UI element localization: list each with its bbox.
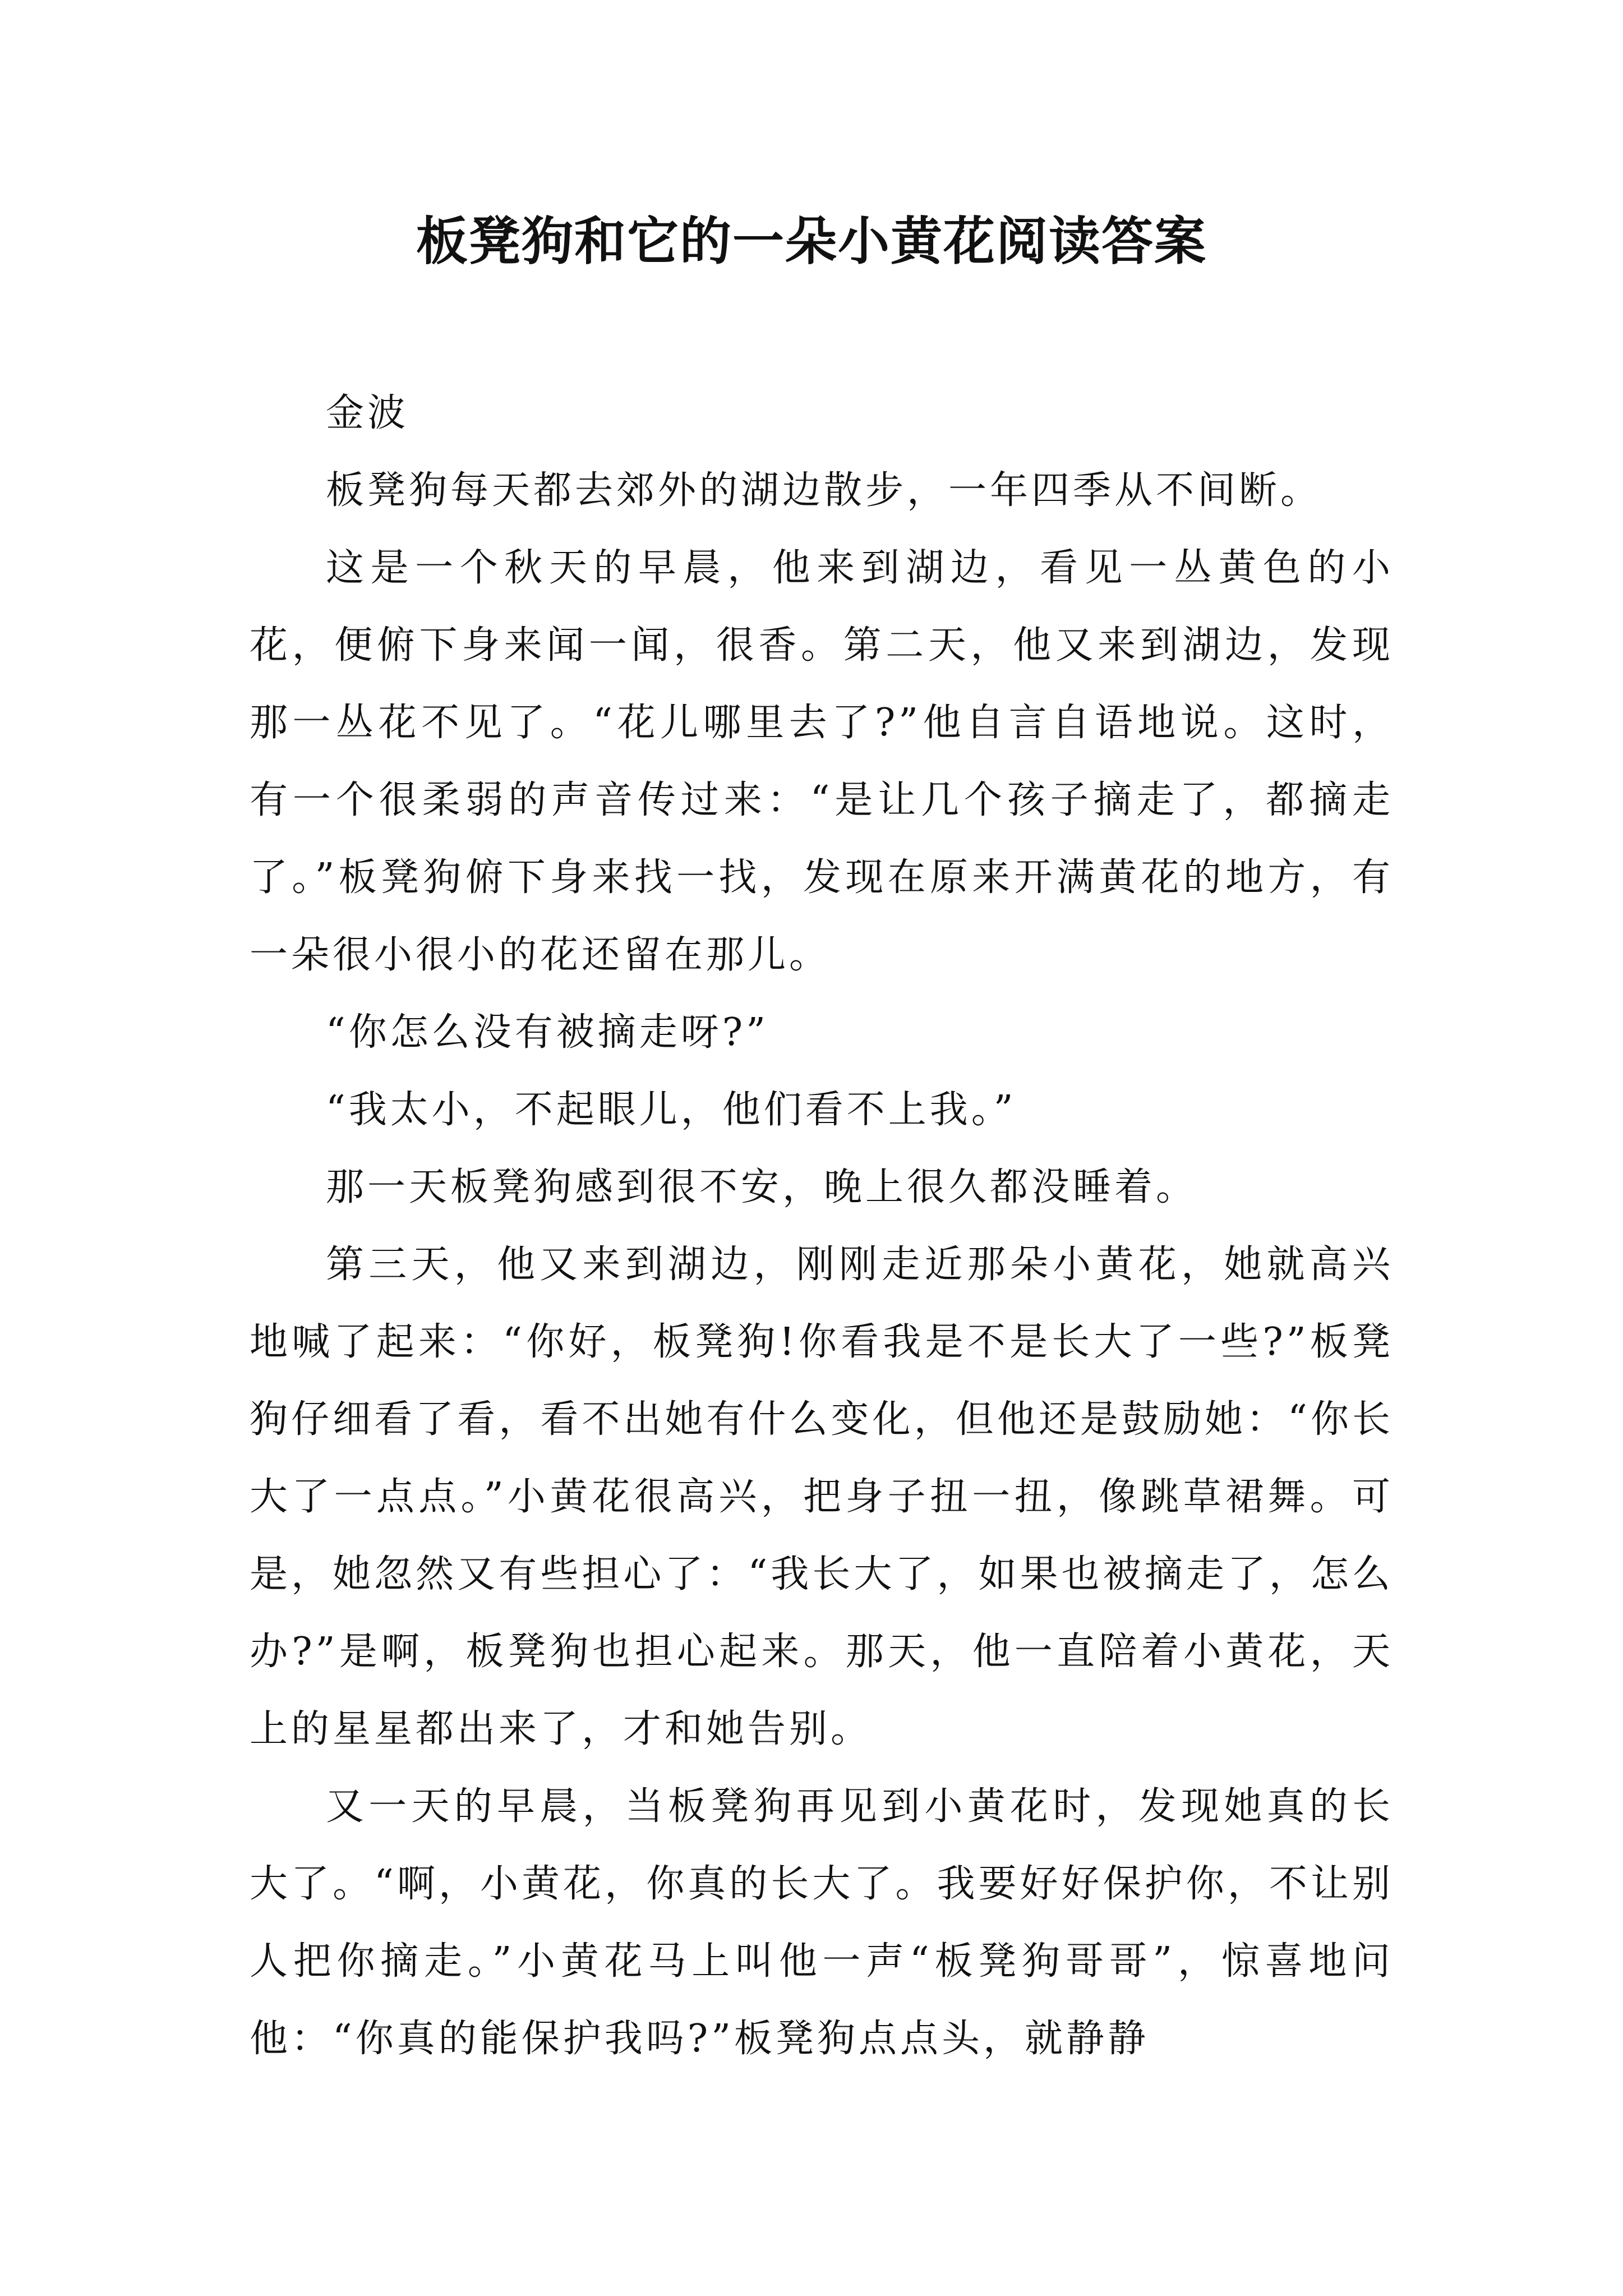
paragraph: “我太小，不起眼儿，他们看不上我。” xyxy=(326,1088,1017,1132)
author-line: 金波 xyxy=(326,391,409,435)
paragraph: 又一天的早晨，当板凳狗再见到小黄花时，发现她真的长大了。“啊，小黄花，你真的长大了。我要好好保护你，不让别人把你摘走。”小黄花马上叫他一声“板凳狗哥哥”，惊喜地问他：“你真的能保护我吗?”板凳狗点点头，就静静 xyxy=(250,1784,1394,2061)
paragraph: 那一天板凳狗感到很不安，晚上很久都没睡着。 xyxy=(326,1165,1198,1209)
paragraph: 板凳狗每天都去郊外的湖边散步，一年四季从不间断。 xyxy=(326,468,1322,513)
paragraph: 这是一个秋天的早晨，他来到湖边，看见一丛黄色的小花，便俯下身来闻一闻，很香。第二天，他又来到湖边，发现那一丛花不见了。“花儿哪里去了?”他自言自语地说。这时，有一个很柔弱的声音传过来：“是让几个孩子摘走了，都摘走了。”板凳狗俯下身来找一找，发现在原来开满黄花的地方，有一朵很小很小的花还留在那儿。 xyxy=(250,546,1394,977)
paragraph: “你怎么没有被摘走呀?” xyxy=(326,1010,769,1055)
paragraph: 第三天，他又来到湖边，刚刚走近那朵小黄花，她就高兴地喊了起来：“你好，板凳狗!你看我是不是长大了一些?”板凳狗仔细看了看，看不出她有什么变化，但他还是鼓励她：“你长大了一点点。”小黄花很高兴，把身子扭一扭，像跳草裙舞。可是，她忽然又有些担心了：“我长大了，如果也被摘走了，怎么办?”是啊，板凳狗也担心起来。那天，他一直陪着小黄花，天上的星星都出来了，才和她告别。 xyxy=(250,1243,1394,1751)
document-title: 板凳狗和它的一朵小黄花阅读答案 xyxy=(416,211,1207,272)
document-body xyxy=(250,375,1394,2078)
